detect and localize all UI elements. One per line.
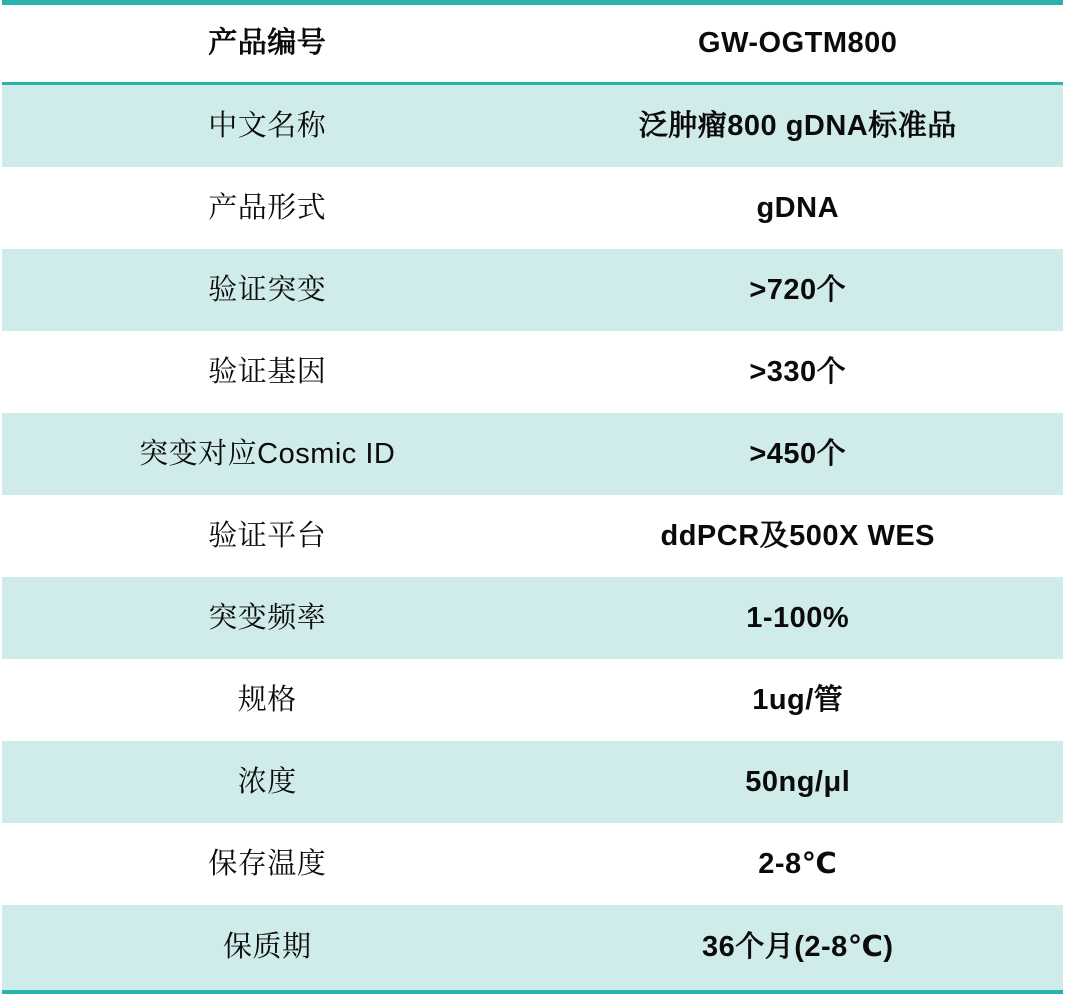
table-row (2, 905, 1063, 990)
row-label: 验证平台 (208, 519, 327, 552)
row-label: 突变对应Cosmic ID (139, 437, 396, 470)
table-row (2, 413, 1063, 495)
row-value: gDNA (756, 191, 840, 224)
row-label: 突变频率 (208, 601, 327, 634)
table-row (2, 823, 1063, 905)
row-value: ddPCR及500X WES (660, 519, 935, 552)
table-row (2, 331, 1063, 413)
product-spec-table (2, 0, 1063, 994)
row-value: >720个 (749, 273, 847, 306)
table-row (2, 85, 1063, 167)
row-value: 泛肿瘤800 gDNA标准品 (638, 109, 957, 142)
row-label: 产品形式 (208, 191, 327, 224)
table-row (2, 5, 1063, 85)
row-value: 50ng/μl (745, 765, 851, 798)
row-label: 规格 (237, 683, 297, 716)
row-label: 保存温度 (208, 847, 327, 880)
table-row (2, 577, 1063, 659)
row-label: 中文名称 (208, 109, 327, 142)
table-row (2, 659, 1063, 741)
row-label: 验证基因 (208, 355, 327, 388)
row-value: >450个 (749, 437, 847, 470)
table-row (2, 495, 1063, 577)
table-row (2, 741, 1063, 823)
table-row (2, 249, 1063, 331)
table-row (2, 167, 1063, 249)
row-label: 保质期 (222, 931, 312, 964)
row-value: 2-8℃ (758, 847, 838, 880)
row-value: 1-100% (746, 601, 850, 634)
row-label: 产品编号 (208, 27, 327, 60)
row-value: 36个月(2-8℃) (701, 931, 894, 964)
row-value: GW-OGTM800 (698, 27, 898, 60)
row-value: >330个 (749, 355, 847, 388)
row-value: 1ug/管 (752, 683, 844, 716)
row-label: 浓度 (237, 765, 297, 798)
row-label: 验证突变 (208, 273, 327, 306)
